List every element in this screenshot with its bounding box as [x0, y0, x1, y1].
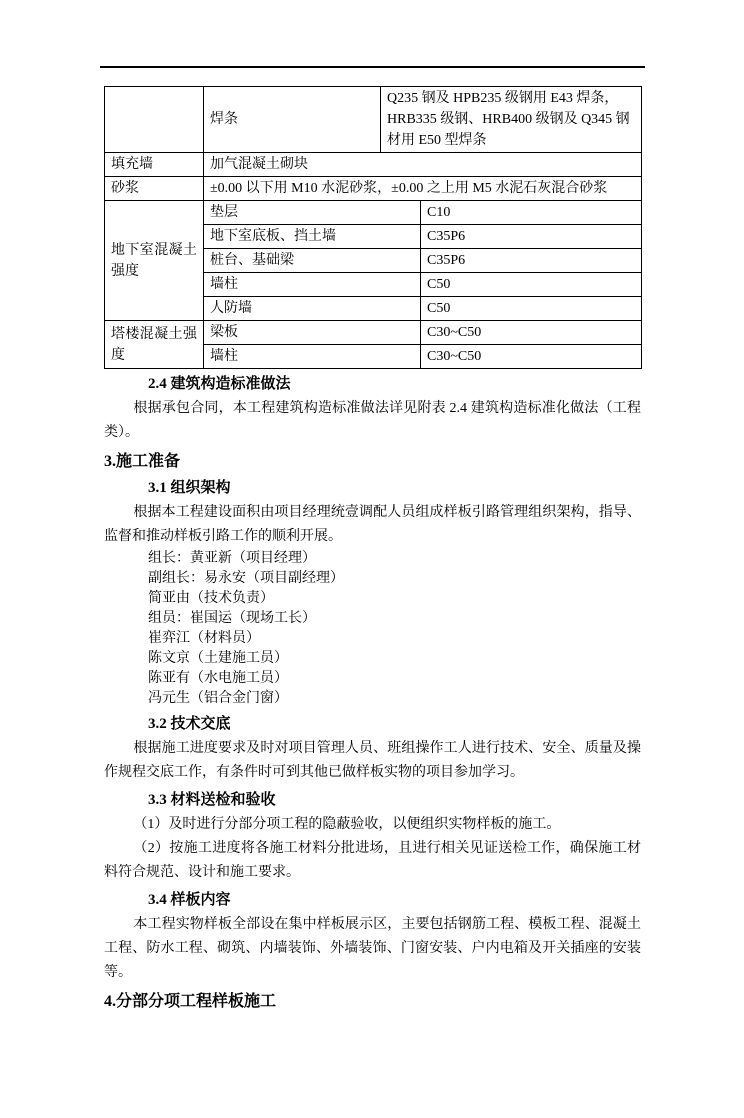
- member-line: 组长：黄亚新（项目经理）: [148, 551, 316, 566]
- heading-2-4: 2.4 建筑构造标准做法: [148, 376, 291, 392]
- value-cell: C10: [421, 201, 642, 225]
- member-line: 陈文京（土建施工员）: [148, 651, 288, 666]
- value-cell: 加气混凝土砌块: [204, 153, 642, 177]
- heading-4: 4.分部分项工程样板施工: [104, 993, 277, 1010]
- table-row: [105, 321, 642, 345]
- paragraph-3-2: 根据施工进度要求及时对项目管理人员、班组操作工人进行技术、安全、质量及操作规程交底工作，有条件时可到其他已做样板实物的项目参加学习。: [104, 741, 641, 780]
- value-cell: C30~C50: [421, 345, 642, 369]
- row-label-cell: 砂浆: [105, 177, 204, 201]
- paragraph-2-4: 根据承包合同，本工程建筑构造标准做法详见附表 2.4 建筑构造标准化做法（工程类）。: [104, 401, 641, 440]
- heading-3: 3.施工准备: [104, 453, 181, 470]
- heading-3-1: 3.1 组织架构: [148, 480, 231, 496]
- row-label-cell: 填充墙: [105, 153, 204, 177]
- heading-3-4: 3.4 样板内容: [148, 892, 231, 908]
- paragraph-3-1: 根据本工程建设面积由项目经理统壹调配人员组成样板引路管理组织架构，指导、监督和推动样板引路工作的顺利开展。: [104, 505, 641, 544]
- value-cell: ±0.00 以下用 M10 水泥砂浆，±0.00 之上用 M5 水泥石灰混合砂浆: [204, 177, 642, 201]
- value-cell: C30~C50: [421, 321, 642, 345]
- value-cell: C50: [421, 297, 642, 321]
- item-cell: 垫层: [204, 201, 421, 225]
- item-cell: 墙柱: [204, 273, 421, 297]
- list-item-2: （2）按施工进度将各施工材料分批进场，且进行相关见证送检工作，确保施工材料符合规范、设计和施工要求。: [104, 841, 641, 880]
- member-line: 陈亚有（水电施工员）: [148, 671, 288, 686]
- item-cell: 人防墙: [204, 297, 421, 321]
- row-label-cell: 塔楼混凝土强度: [105, 321, 204, 369]
- item-cell: 桩台、基础梁: [204, 249, 421, 273]
- item-cell: 墙柱: [204, 345, 421, 369]
- item-cell: 焊条: [204, 87, 381, 153]
- member-line: 简亚由（技术负责）: [148, 591, 274, 606]
- table-row: [105, 201, 642, 225]
- material-spec-table: [104, 86, 642, 369]
- header-rule-divider: [100, 66, 645, 68]
- heading-3-2: 3.2 技术交底: [148, 716, 231, 732]
- value-cell: C35P6: [421, 249, 642, 273]
- member-line: 崔弈江（材料员）: [148, 631, 260, 646]
- member-line: 副组长：易永安（项目副经理）: [148, 571, 344, 586]
- heading-3-3: 3.3 材料送检和验收: [148, 792, 276, 808]
- item-cell: 梁板: [204, 321, 421, 345]
- row-label-cell: 地下室混凝土强度: [105, 201, 204, 321]
- table-row: [105, 177, 642, 201]
- row-label-cell: [105, 87, 204, 153]
- document-page: [0, 66, 744, 1013]
- member-line: 组员：崔国运（现场工长）: [148, 611, 316, 626]
- member-line: 冯元生（铝合金门窗）: [148, 691, 288, 706]
- item-cell: 地下室底板、挡土墙: [204, 225, 421, 249]
- value-cell: Q235 钢及 HPB235 级钢用 E43 焊条，HRB335 级钢、HRB400 级钢及 Q345 钢材用 E50 型焊条: [381, 87, 642, 153]
- table-row: [105, 153, 642, 177]
- paragraph-3-4: 本工程实物样板全部设在集中样板展示区，主要包括钢筋工程、模板工程、混凝土工程、防水工程、砌筑、内墙装饰、外墙装饰、门窗安装、户内电箱及开关插座的安装等。: [104, 917, 641, 980]
- list-item-1: （1）及时进行分部分项工程的隐蔽验收，以便组织实物样板的施工。: [133, 817, 561, 832]
- table-row: [105, 87, 642, 153]
- value-cell: C35P6: [421, 225, 642, 249]
- value-cell: C50: [421, 273, 642, 297]
